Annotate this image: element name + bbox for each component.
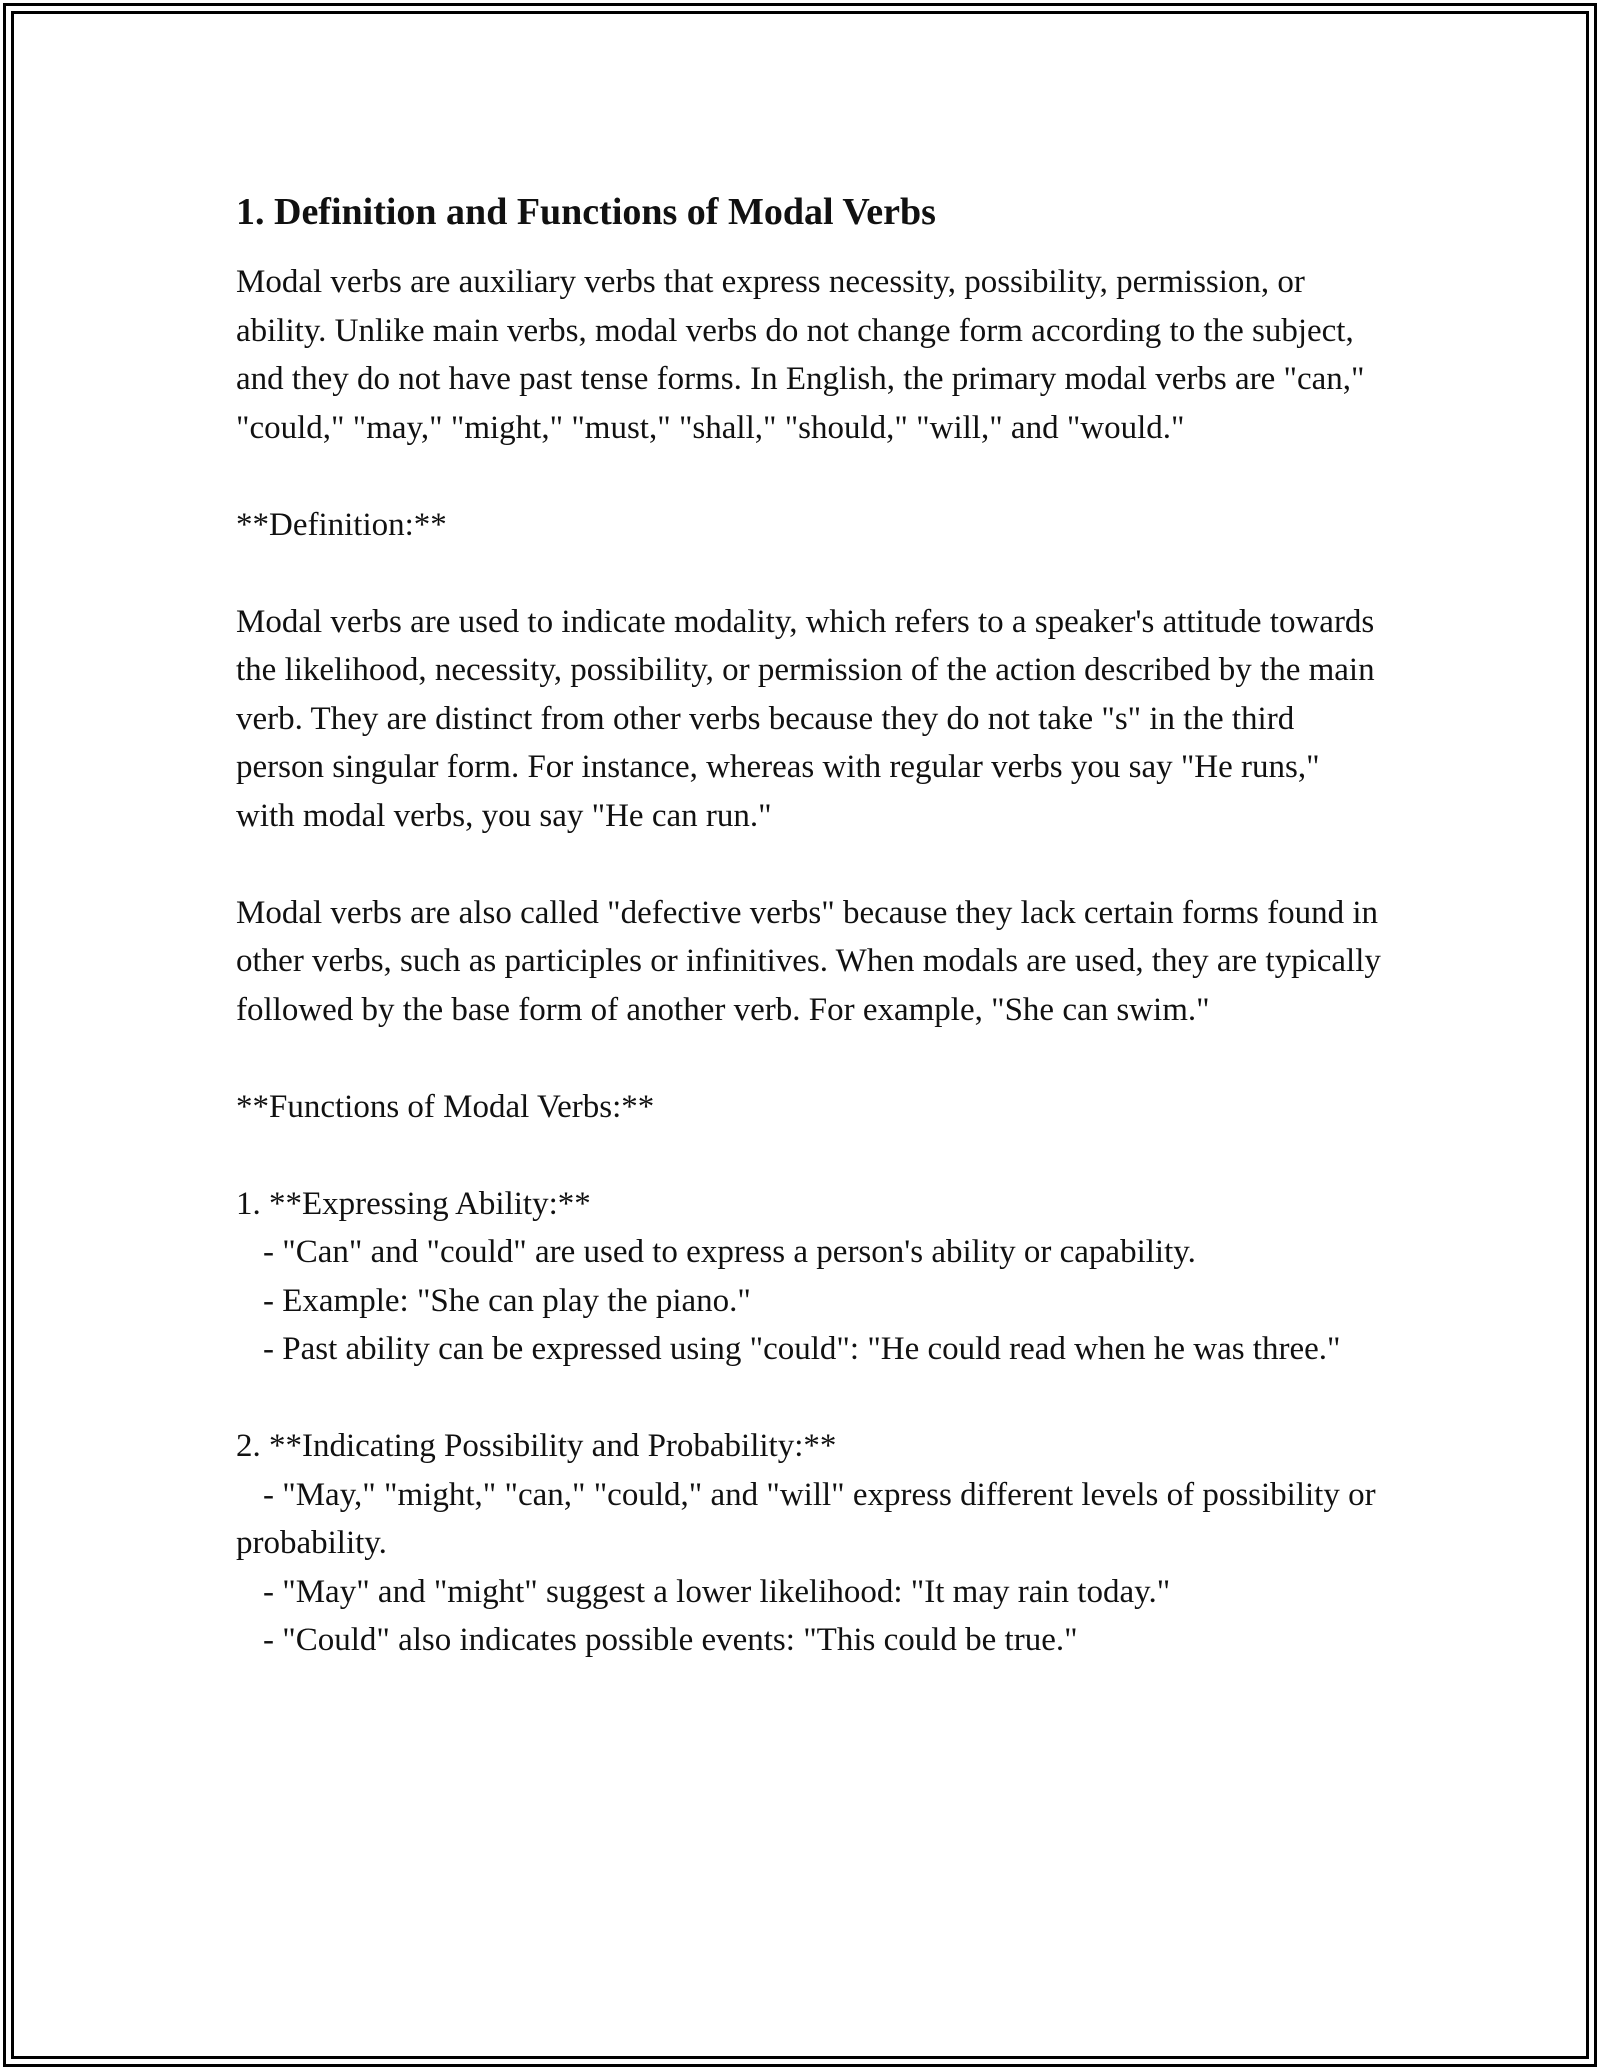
bullet-text: - "Can" and "could" are used to express a person's ability or capability. bbox=[263, 1234, 1196, 1270]
list-item bbox=[236, 1325, 1381, 1374]
section-heading: 1. Definition and Functions of Modal Verbs bbox=[236, 191, 936, 233]
definition-paragraph-1: Modal verbs are used to indicate modality, which refers to a speaker's attitude towards the likelihood, necessity, possibility, or permission of the action described by the main verb. They are distinct from other verbs because they do not take "s" in the third person singular form. For instance, whereas with regular verbs you say "He runs," with modal verbs, you say "He can run." bbox=[236, 603, 1383, 834]
bullet-text: - "Could" also indicates possible events: "This could be true." bbox=[263, 1622, 1078, 1658]
list-item bbox=[236, 1228, 1381, 1277]
function-title-possibility: 2. **Indicating Possibility and Probability:** bbox=[236, 1428, 837, 1464]
bullet-text: - "May," "might," "can," "could," and "will" express different levels of possibility or probability. bbox=[236, 1476, 1384, 1561]
document-body bbox=[236, 186, 1390, 1665]
spacer bbox=[236, 1131, 1381, 1180]
spacer bbox=[236, 1034, 1381, 1083]
definition-label: **Definition:** bbox=[236, 506, 447, 543]
intro-paragraph: Modal verbs are auxiliary verbs that express necessity, possibility, permission, or ability. Unlike main verbs, modal verbs do not change form according to the subject, and they do not have past tense forms. In English, the primary modal verbs are "can," "could," "may," "might," "must," "shall," "should," "will," and "would." bbox=[236, 264, 1373, 446]
list-item bbox=[236, 1471, 1384, 1568]
list-item bbox=[236, 1616, 1381, 1665]
bullet-text: - Past ability can be expressed using "could": "He could read when he was three." bbox=[263, 1331, 1341, 1367]
spacer bbox=[236, 452, 1381, 501]
function-title-ability: 1. **Expressing Ability:** bbox=[236, 1185, 591, 1222]
bullet-text: - Example: "She can play the piano." bbox=[263, 1282, 751, 1319]
spacer bbox=[236, 1374, 1381, 1423]
definition-paragraph-2: Modal verbs are also called "defective verbs" because they lack certain forms found in other verbs, such as participles or infinitives. When modals are used, they are typically followed by the base form of another verb. For example, "She can swim." bbox=[236, 894, 1390, 1028]
spacer bbox=[236, 840, 1381, 889]
spacer bbox=[236, 549, 1381, 598]
list-item bbox=[236, 1568, 1381, 1617]
bullet-text: - "May" and "might" suggest a lower likelihood: "It may rain today." bbox=[263, 1573, 1171, 1610]
functions-label: **Functions of Modal Verbs:** bbox=[236, 1088, 655, 1125]
list-item bbox=[236, 1277, 1381, 1326]
